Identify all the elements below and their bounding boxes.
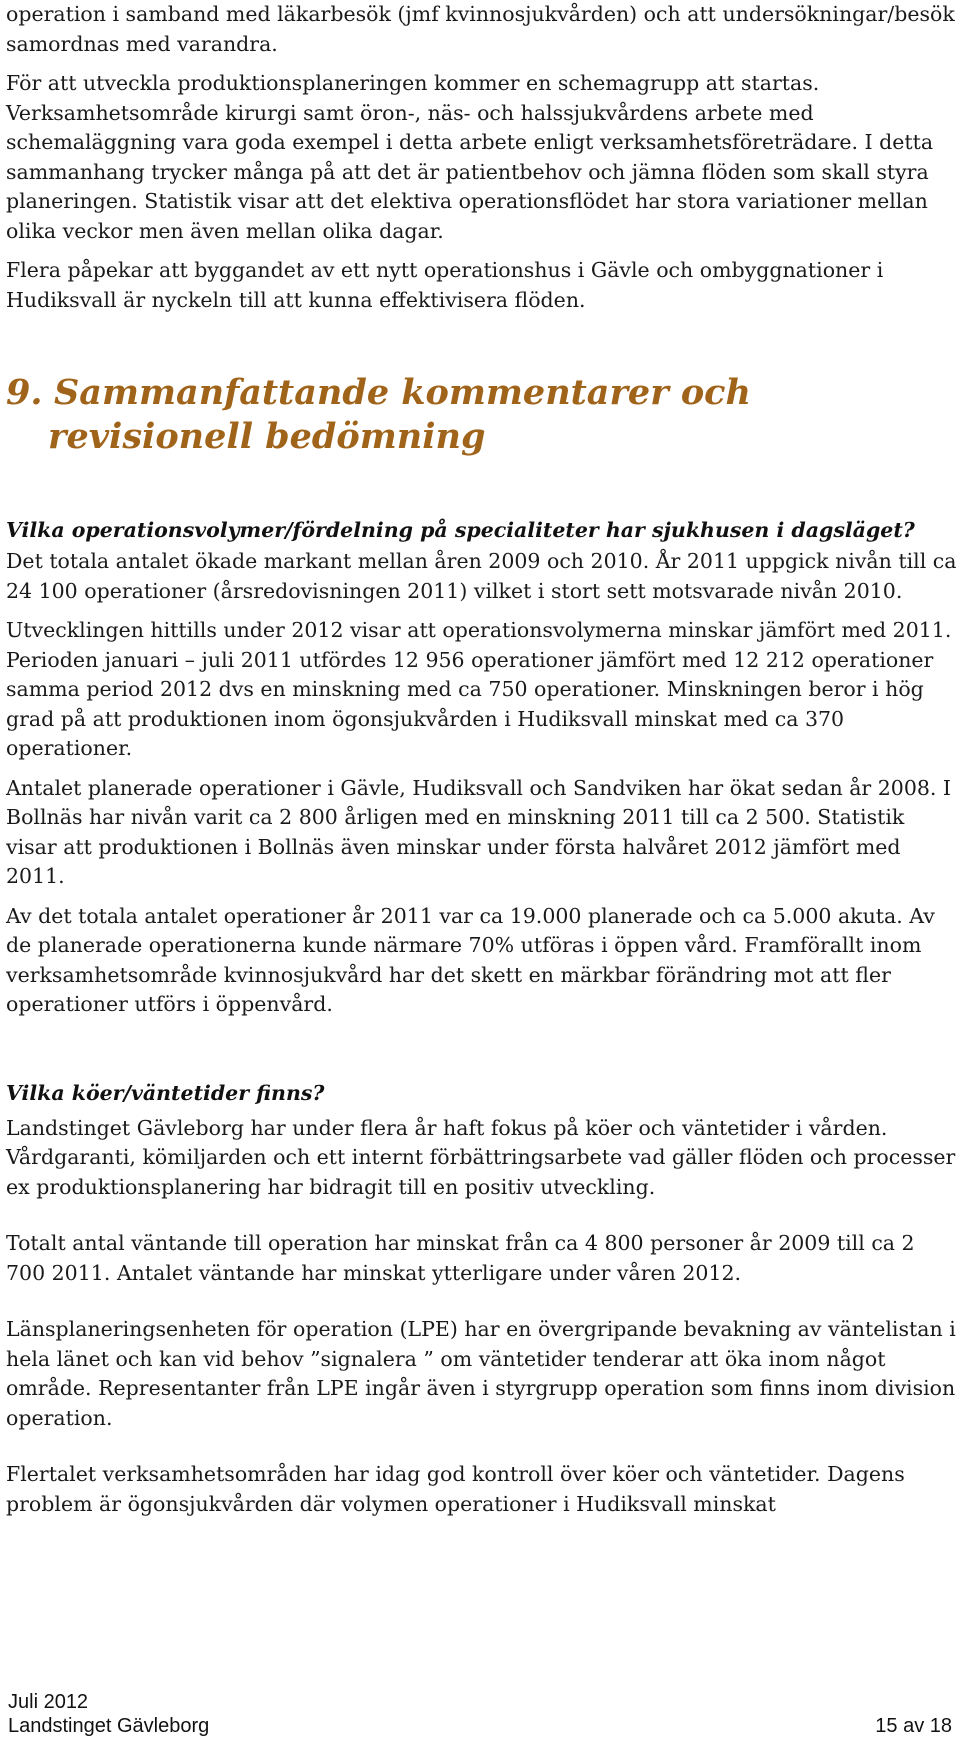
section-heading <box>6 371 958 459</box>
section-title-line2: revisionell bedömning <box>48 416 486 457</box>
paragraph: Det totala antalet ökade markant mellan åren 2009 och 2010. År 2011 uppgick nivån till ca 24 100 operationer (årsredovisningen 2011) vilket i stort sett motsvarade nivån 2010. <box>6 549 957 603</box>
question-heading: Vilka köer/väntetider finns? <box>6 1080 325 1105</box>
paragraph: Flertalet verksamhetsområden har idag god kontroll över köer och väntetider. Dagens problem är ögonsjukvården där volymen operationer i Hudiksvall minskat <box>6 1462 905 1516</box>
paragraph: Antalet planerade operationer i Gävle, Hudiksvall och Sandviken har ökat sedan år 2008. I Bollnäs har nivån varit ca 2 800 årligen med en minskning 2011 till ca 2 500. Statistik visar att produktionen i Bollnäs även minskar under första halvåret 2012 jämfört med 2011. <box>6 775 952 888</box>
paragraph: Utvecklingen hittills under 2012 visar att operationsvolymerna minskar jämfört med 2011. Perioden januari – juli 2011 utfördes 12 956 operationer jämfört med 12 212 operationer samma period 2012 dvs en minskning med ca 750 operationer. Minskningen beror i hög grad på att produktionen inom ögonsjukvården i Hudiksvall minskat med ca 370 operationer. <box>6 618 952 760</box>
section-number: 9. <box>6 372 43 413</box>
footer-date: Juli 2012 <box>8 1691 89 1713</box>
paragraph: Flera påpekar att byggandet av ett nytt operationshus i Gävle och ombyggnationer i Hudiksvall är nyckeln till att kunna effektivisera flöden. <box>6 258 884 312</box>
paragraph: operation i samband med läkarbesök (jmf kvinnosjukvården) och att undersökningar/besök samordnas med varandra. <box>6 2 955 56</box>
section-title-line1: Sammanfattande kommentarer och <box>54 372 751 413</box>
footer-organization <box>8 1714 952 1739</box>
question-heading: Vilka operationsvolymer/fördelning på specialiteter har sjukhusen i dagsläget? <box>6 518 915 542</box>
footer-organization-name: Landstinget Gävleborg <box>8 1715 210 1737</box>
paragraph: Av det totala antalet operationer år 2011 var ca 19.000 planerade och ca 5.000 akuta. Av de planerade operationerna kunde närmare 70% utföras i öppen vård. Framförallt inom verksamhetsområde kvinnosjukvård har det skett en märkbar förändring mot att fler operationer utförs i öppenvård. <box>6 903 935 1016</box>
paragraph: Landstinget Gävleborg har under flera år haft fokus på köer och väntetider i vården. Vårdgaranti, kömiljarden och ett internt förbättringsarbete vad gäller flöden och processer ex produktionsplanering har bidragit till en positiv utveckling. <box>6 1115 956 1199</box>
footer-page-number: 15 av 18 <box>875 1715 952 1737</box>
paragraph: För att utveckla produktionsplaneringen kommer en schemagrupp att startas. Verksamhetsområde kirurgi samt öron-, näs- och halssjukvårdens arbete med schemaläggning vara goda exempel i detta arbete enligt verksamhetsföreträdare. I detta sammanhang trycker många på att det är patientbehov och jämna flöden som skall styra planeringen. Statistik visar att det elektiva operationsflödet har stora variationer mellan olika veckor men även mellan olika dagar. <box>6 71 934 243</box>
page-content <box>6 0 958 1519</box>
paragraph: Totalt antal väntande till operation har minskat från ca 4 800 personer år 2009 till ca 2 700 2011. Antalet väntande har minskat ytterligare under våren 2012. <box>6 1231 915 1285</box>
paragraph: Länsplaneringsenheten för operation (LPE) har en övergripande bevakning av väntelistan i hela länet och kan vid behov ”signalera ” om väntetider tenderar att öka inom något område. Representanter från LPE ingår även i styrgrupp operation som finns inom division operation. <box>6 1317 956 1430</box>
